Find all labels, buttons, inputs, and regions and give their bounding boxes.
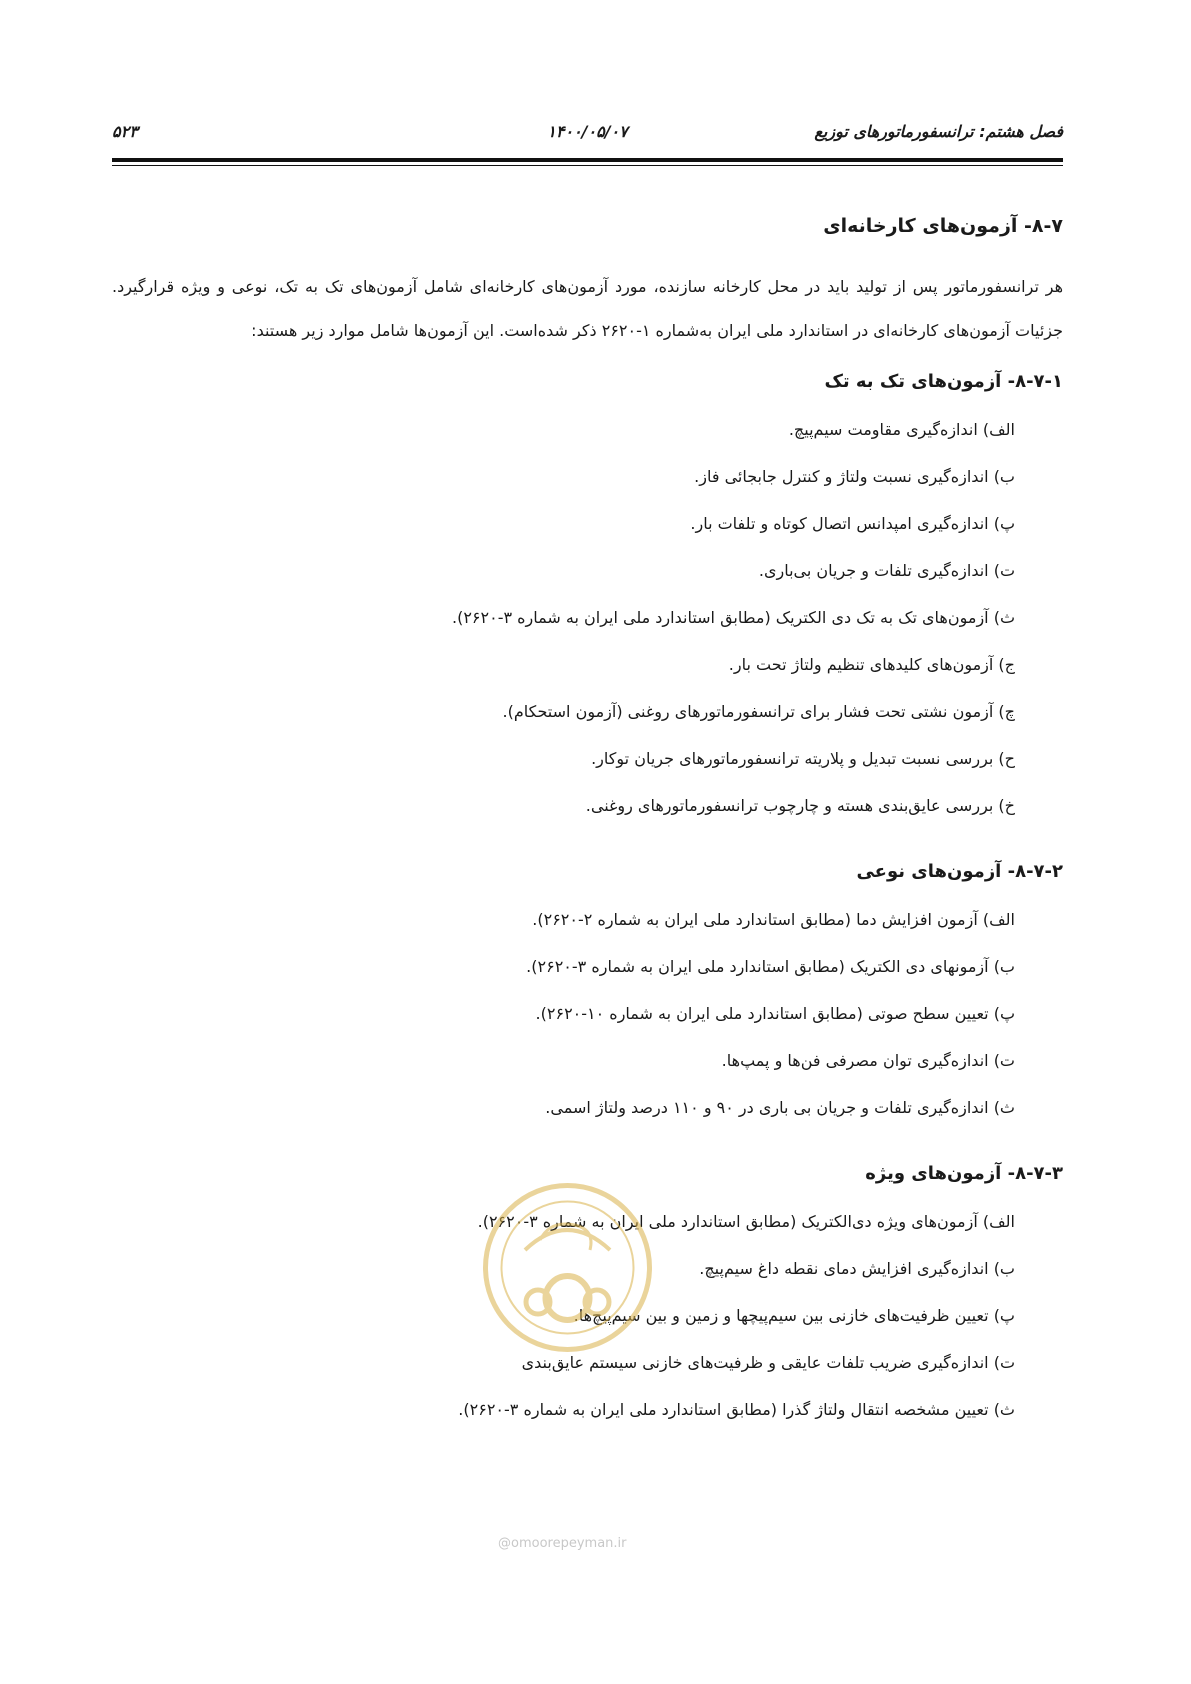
intro-paragraph: هر ترانسفورماتور پس از تولید باید در محل کارخانه سازنده، مورد آزمون‌های کارخانه‌ای شامل آزمون‌های تک به تک، نوعی و ویژه قرارگیرد. جزئیات آزمون‌های کارخانه‌ای در استاندارد ملی ایران به‌شماره ۱-۲۶۲۰ ذکر شده‌است. این آزمون‌ها شامل موارد زیر هستند: (112, 277, 1063, 340)
special-tests-list (112, 1198, 1015, 1433)
list-item: ت) اندازه‌گیری توان مصرفی فن‌ها و پمپ‌ها. (721, 1051, 1015, 1070)
list-item: ح) بررسی نسبت تبدیل و پلاریته ترانسفورماتورهای جریان توکار. (591, 749, 1015, 768)
header-rule-thick (112, 158, 1063, 162)
section-heading: ۸-۷- آزمون‌های کارخانه‌ای (823, 215, 1063, 237)
list-item: ث) آزمون‌های تک به تک دی الکتریک (مطابق استاندارد ملی ایران به شماره ۳-۲۶۲۰). (451, 608, 1015, 627)
list-item: چ) آزمون نشتی تحت فشار برای ترانسفورماتورهای روغنی (آزمون استحکام). (502, 702, 1015, 721)
list-item: پ) تعیین ظرفیت‌های خازنی بین سیم‌پیچها و زمین و بین سیم‌پیچ‌ها. (573, 1306, 1015, 1325)
list-item: الف) اندازه‌گیری مقاومت سیم‌پیچ. (788, 420, 1015, 439)
list-item: ت) اندازه‌گیری ضریب تلفات عایقی و ظرفیت‌های خازنی سیستم عایق‌بندی (521, 1353, 1015, 1372)
list-item: پ) اندازه‌گیری امپدانس اتصال کوتاه و تلفات بار. (690, 514, 1015, 533)
header-date: ۱۴۰۰/۰۵/۰۷ (547, 122, 628, 141)
list-item: الف) آزمون افزایش دما (مطابق استاندارد ملی ایران به شماره ۲-۲۶۲۰). (532, 910, 1015, 929)
list-item: ت) اندازه‌گیری تلفات و جریان بی‌باری. (758, 561, 1015, 580)
list-item: ب) اندازه‌گیری افزایش دمای نقطه داغ سیم‌پیچ. (699, 1259, 1015, 1278)
subsection-heading-special: ۸-۷-۳- آزمون‌های ویژه (865, 1163, 1063, 1184)
document-body (112, 215, 1063, 1433)
type-tests-list (112, 896, 1015, 1131)
chapter-title: فصل هشتم: ترانسفورماتورهای توزیع (814, 122, 1063, 141)
list-item: خ) بررسی عایق‌بندی هسته و چارچوب ترانسفورماتورهای روغنی. (585, 796, 1015, 815)
list-item: الف) آزمون‌های ویژه دی‌الکتریک (مطابق استاندارد ملی ایران به شماره ۳-۲۶۲۰). (477, 1212, 1015, 1231)
watermark-url: @omoorepeyman.ir (498, 1536, 627, 1551)
list-item: ث) تعیین مشخصه انتقال ولتاژ گذرا (مطابق استاندارد ملی ایران به شماره ۳-۲۶۲۰). (458, 1400, 1015, 1419)
list-item: ب) آزمونهای دی الکتریک (مطابق استاندارد ملی ایران به شماره ۳-۲۶۲۰). (526, 957, 1015, 976)
list-item: ب) اندازه‌گیری نسبت ولتاژ و کنترل جابجائی فاز. (694, 467, 1015, 486)
header-rule-thin (112, 165, 1063, 166)
page-header (112, 122, 1063, 152)
routine-tests-list (112, 406, 1015, 829)
subsection-heading-type: ۸-۷-۲- آزمون‌های نوعی (856, 861, 1063, 882)
list-item: ج) آزمون‌های کلیدهای تنظیم ولتاژ تحت بار. (728, 655, 1015, 674)
page-number: ۵۲۳ (112, 122, 138, 141)
list-item: ث) اندازه‌گیری تلفات و جریان بی باری در ۹۰ و ۱۱۰ درصد ولتاژ اسمی. (545, 1098, 1015, 1117)
subsection-heading-routine: ۸-۷-۱- آزمون‌های تک به تک (824, 371, 1063, 392)
list-item: پ) تعیین سطح صوتی (مطابق استاندارد ملی ایران به شماره ۱۰-۲۶۲۰). (535, 1004, 1015, 1023)
